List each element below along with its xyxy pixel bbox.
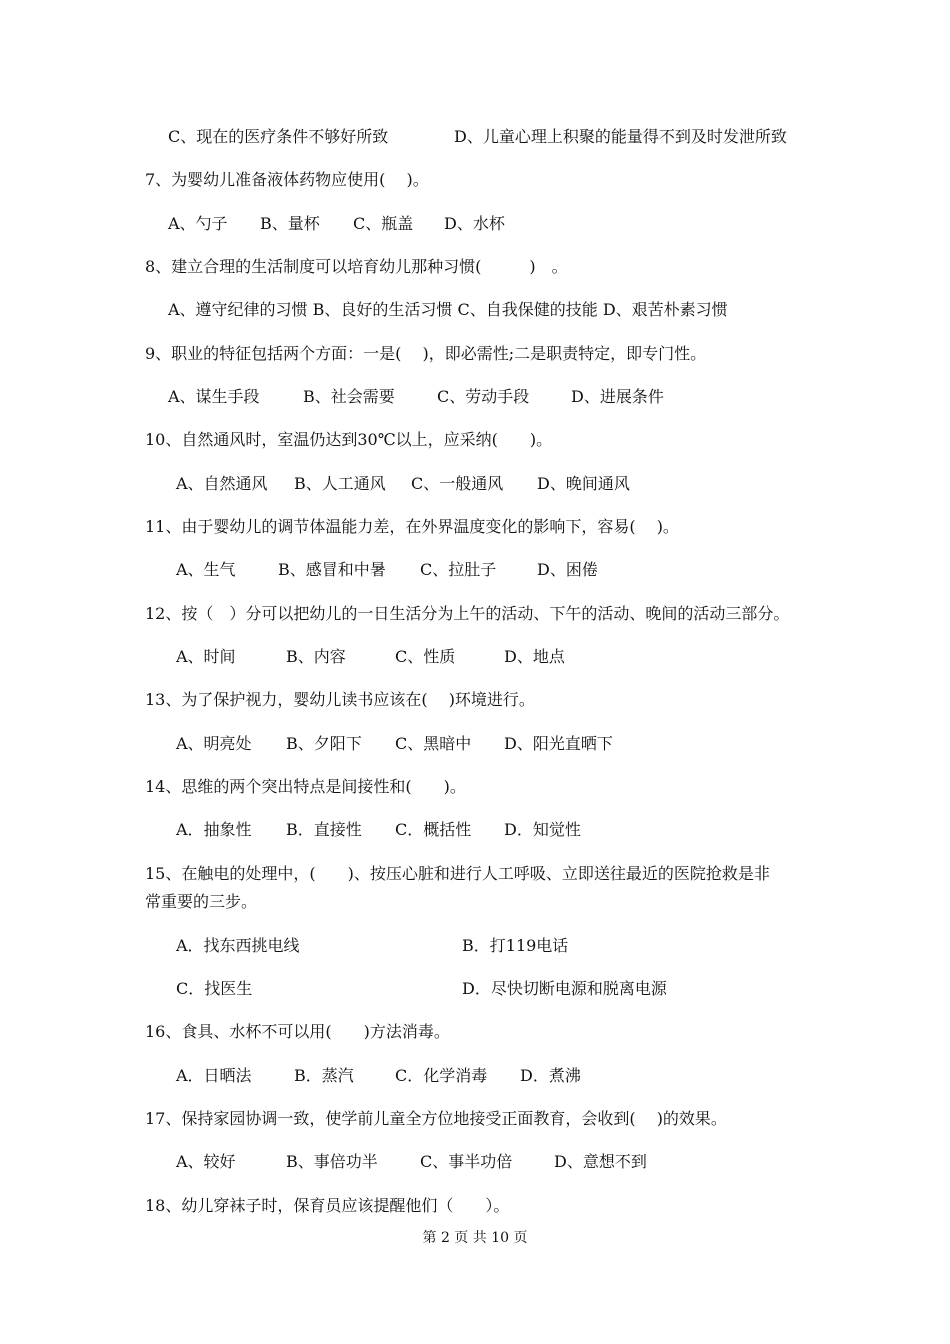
option-b: B、感冒和中暑 <box>278 560 386 579</box>
option-a: A、明亮处 <box>176 734 252 753</box>
option-d: D、困倦 <box>537 560 598 579</box>
option-a: A．抽象性 <box>176 820 252 839</box>
option-c: C、事半功倍 <box>420 1152 513 1171</box>
page-number: 第 2 页 共 10 页 <box>422 1230 528 1246</box>
option-c: C、拉肚子 <box>420 560 497 579</box>
question-15: 15、在触电的处理中，( )、按压心脏和进行人工呼吸、立即送往最近的医院抢救是非 <box>145 864 770 883</box>
option-a: A．日晒法 <box>176 1066 252 1085</box>
option-a: A、时间 <box>176 647 236 666</box>
question-15-continued: 常重要的三步。 <box>145 892 258 911</box>
option-d: D、地点 <box>504 647 565 666</box>
question-12: 12、按（ ）分可以把幼儿的一日生活分为上午的活动、下午的活动、晚间的活动三部分。 <box>145 604 790 623</box>
question-9: 9、职业的特征包括两个方面：一是( )，即必需性;二是职责特定，即专门性。 <box>145 344 707 363</box>
option-c: C．化学消毒 <box>395 1066 488 1085</box>
option-a: A、较好 <box>176 1152 236 1171</box>
question-13: 13、为了保护视力，婴幼儿读书应该在( )环境进行。 <box>145 690 535 709</box>
question-8: 8、建立合理的生活制度可以培育幼儿那种习惯( ) 。 <box>145 257 568 276</box>
option-a: A、谋生手段 <box>168 387 260 406</box>
question-16: 16、食具、水杯不可以用( )方法消毒。 <box>145 1022 450 1041</box>
option-b: B、人工通风 <box>294 474 386 493</box>
option-c: C、一般通风 <box>411 474 504 493</box>
option-d: D、晚间通风 <box>537 474 630 493</box>
question-18: 18、幼儿穿袜子时，保育员应该提醒他们（ ）。 <box>145 1196 510 1215</box>
option-d: D、水杯 <box>444 214 505 233</box>
option-a: A．找东西挑电线 <box>176 936 300 955</box>
option-a: A、自然通风 <box>176 474 268 493</box>
question-14: 14、思维的两个突出特点是间接性和( )。 <box>145 777 466 796</box>
question-7: 7、为婴幼儿准备液体药物应使用( )。 <box>145 170 429 189</box>
question-11: 11、由于婴幼儿的调节体温能力差，在外界温度变化的影响下，容易( )。 <box>145 517 679 536</box>
option-d: D、意想不到 <box>554 1152 647 1171</box>
option-b: B．直接性 <box>286 820 362 839</box>
option-b: B、事倍功半 <box>286 1152 378 1171</box>
option-c: C．概括性 <box>395 820 472 839</box>
option-b: B、内容 <box>286 647 346 666</box>
option-b: B．蒸汽 <box>294 1066 354 1085</box>
option-a: A、生气 <box>176 560 236 579</box>
option-c: C、现在的医疗条件不够好所致 <box>168 127 389 146</box>
option-b: B、量杯 <box>260 214 320 233</box>
option-d: D、儿童心理上积聚的能量得不到及时发泄所致 <box>454 127 787 146</box>
option-d: D、阳光直晒下 <box>504 734 613 753</box>
question-17: 17、保持家园协调一致，使学前儿童全方位地接受正面教育，会收到( )的效果。 <box>145 1109 727 1128</box>
option-a: A、勺子 <box>168 214 228 233</box>
question-10: 10、自然通风时，室温仍达到30℃以上，应采纳( )。 <box>145 430 553 449</box>
option-d: D．煮沸 <box>520 1066 581 1085</box>
option-c: C、瓶盖 <box>353 214 414 233</box>
option-b: B．打119电话 <box>462 936 569 955</box>
option-d: D、进展条件 <box>571 387 664 406</box>
option-d: D．知觉性 <box>504 820 581 839</box>
option-b: B、社会需要 <box>303 387 395 406</box>
options-line: A、遵守纪律的习惯 B、良好的生活习惯 C、自我保健的技能 D、艰苦朴素习惯 <box>168 300 728 319</box>
option-d: D．尽快切断电源和脱离电源 <box>462 979 667 998</box>
option-c: C．找医生 <box>176 979 253 998</box>
option-c: C、性质 <box>395 647 456 666</box>
option-c: C、黑暗中 <box>395 734 472 753</box>
option-b: B、夕阳下 <box>286 734 362 753</box>
option-c: C、劳动手段 <box>437 387 530 406</box>
